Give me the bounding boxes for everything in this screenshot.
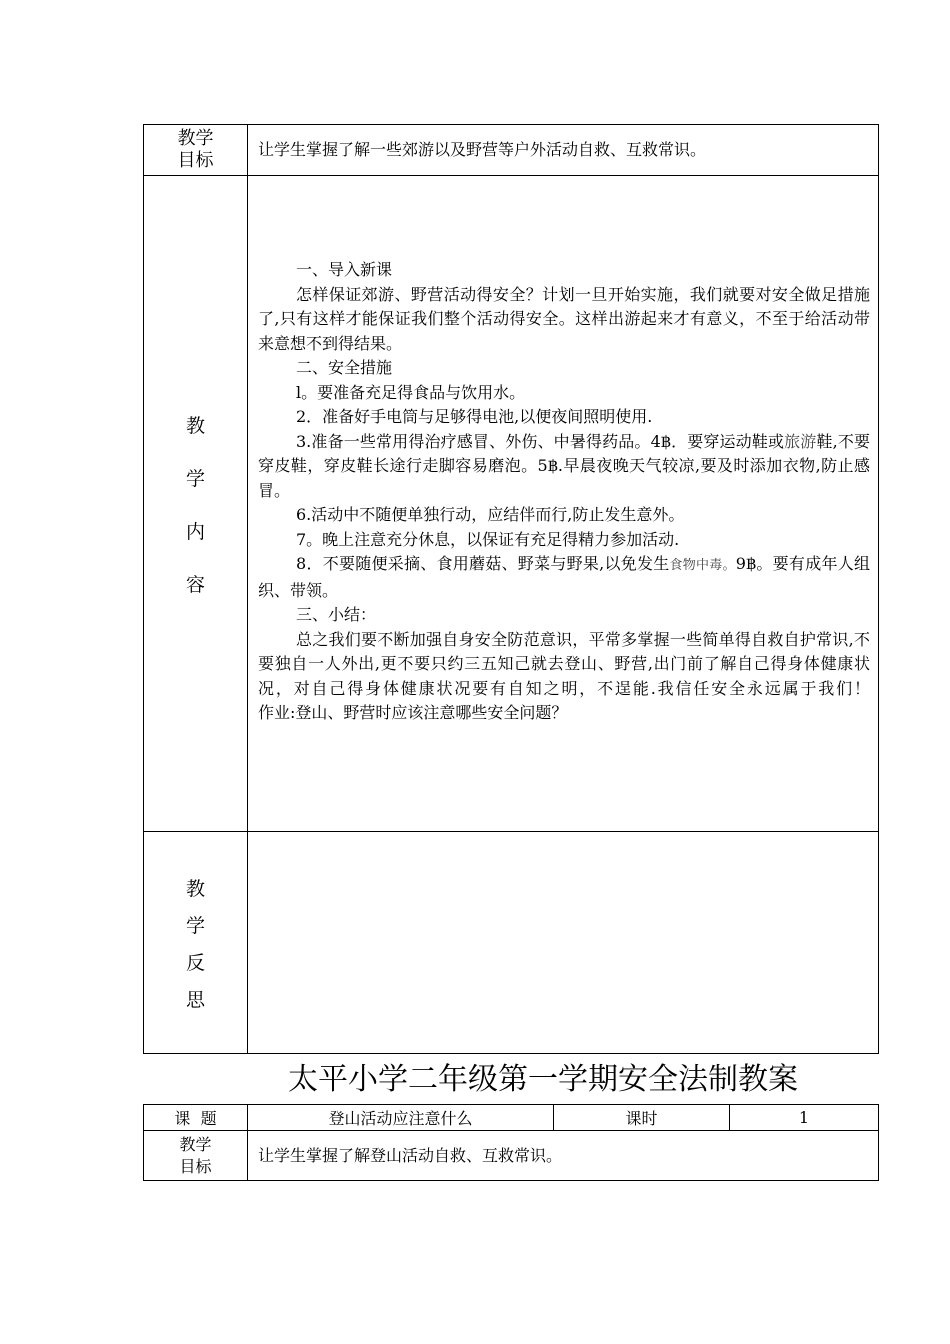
section-heading-measures: 二、安全措施 bbox=[296, 358, 393, 377]
content-cell bbox=[248, 176, 919, 832]
measure-item-1: l。要准备充足得食品与饮用水。 bbox=[296, 382, 526, 402]
content-label: 教 学 内 容 bbox=[144, 176, 248, 832]
reflection-cell bbox=[248, 832, 879, 1054]
lesson-table-2 bbox=[143, 1104, 879, 1181]
section-title: 太平小学二年级第一学期安全法制教案 bbox=[288, 1062, 798, 1097]
period-label: 课时 bbox=[554, 1105, 730, 1131]
objective-label-2: 教学 目标 bbox=[144, 1131, 248, 1181]
topic-value: 登山活动应注意什么 bbox=[248, 1105, 554, 1131]
period-value: 1 bbox=[730, 1105, 879, 1131]
measure-item-7: 7。晚上注意充分休息，以保证有充足得精力参加活动. bbox=[296, 529, 680, 549]
intro-paragraph: 怎样保证郊游、野营活动得安全？计划一旦开始实施，我们就要对安全做足措施了,只有这样才能保证我们整个活动得安全。这样出游起来才有意义，不至于给活动带来意想不到得结果。 bbox=[258, 284, 870, 353]
reflection-label: 教 学 反 思 bbox=[144, 832, 248, 1054]
lesson-table-1 bbox=[143, 124, 919, 1054]
topic-label: 课 题 bbox=[144, 1105, 248, 1131]
measure-item-3-5: 3.准备一些常用得治疗感冒、外伤、中暑得药品。4฿．要穿运动鞋或旅游鞋,不要穿皮鞋，穿皮鞋长途行走脚容易磨泡。5฿.早晨夜晚天气较凉,要及时添加衣物,防止感冒。 bbox=[258, 431, 870, 500]
measure-item-8-9: 8．不要随便采摘、食用蘑菇、野菜与野果,以免发生食物中毒。9฿。要有成年人组织、带领。 bbox=[258, 554, 870, 600]
objective-label: 教学 目标 bbox=[144, 125, 248, 176]
section-heading-summary: 三、小结： bbox=[296, 605, 377, 624]
measure-item-2: 2．准备好手电筒与足够得电池,以便夜间照明使用. bbox=[296, 407, 653, 426]
section-heading-intro: 一、导入新课 bbox=[296, 260, 393, 279]
measure-item-6: 6.活动中不随便单独行动，应结伴而行,防止发生意外。 bbox=[296, 505, 685, 524]
summary-paragraph: 总之我们要不断加强自身安全防范意识，平常多掌握一些简单得自救自护常识,不要独自一人外出,更不要只约三五知己就去登山、野营,出门前了解自己得身体健康状况，对自己得身体健康状况要有自知之明，不逞能.我信任安全永远属于我们！ 作业:登山、野营时应该注意哪些安全问题？ bbox=[258, 629, 919, 722]
objective-text: 让学生掌握了解一些郊游以及野营等户外活动自救、互救常识。 bbox=[248, 125, 879, 176]
objective-text-2: 让学生掌握了解登山活动自救、互救常识。 bbox=[248, 1131, 879, 1181]
lesson-content bbox=[248, 176, 919, 726]
